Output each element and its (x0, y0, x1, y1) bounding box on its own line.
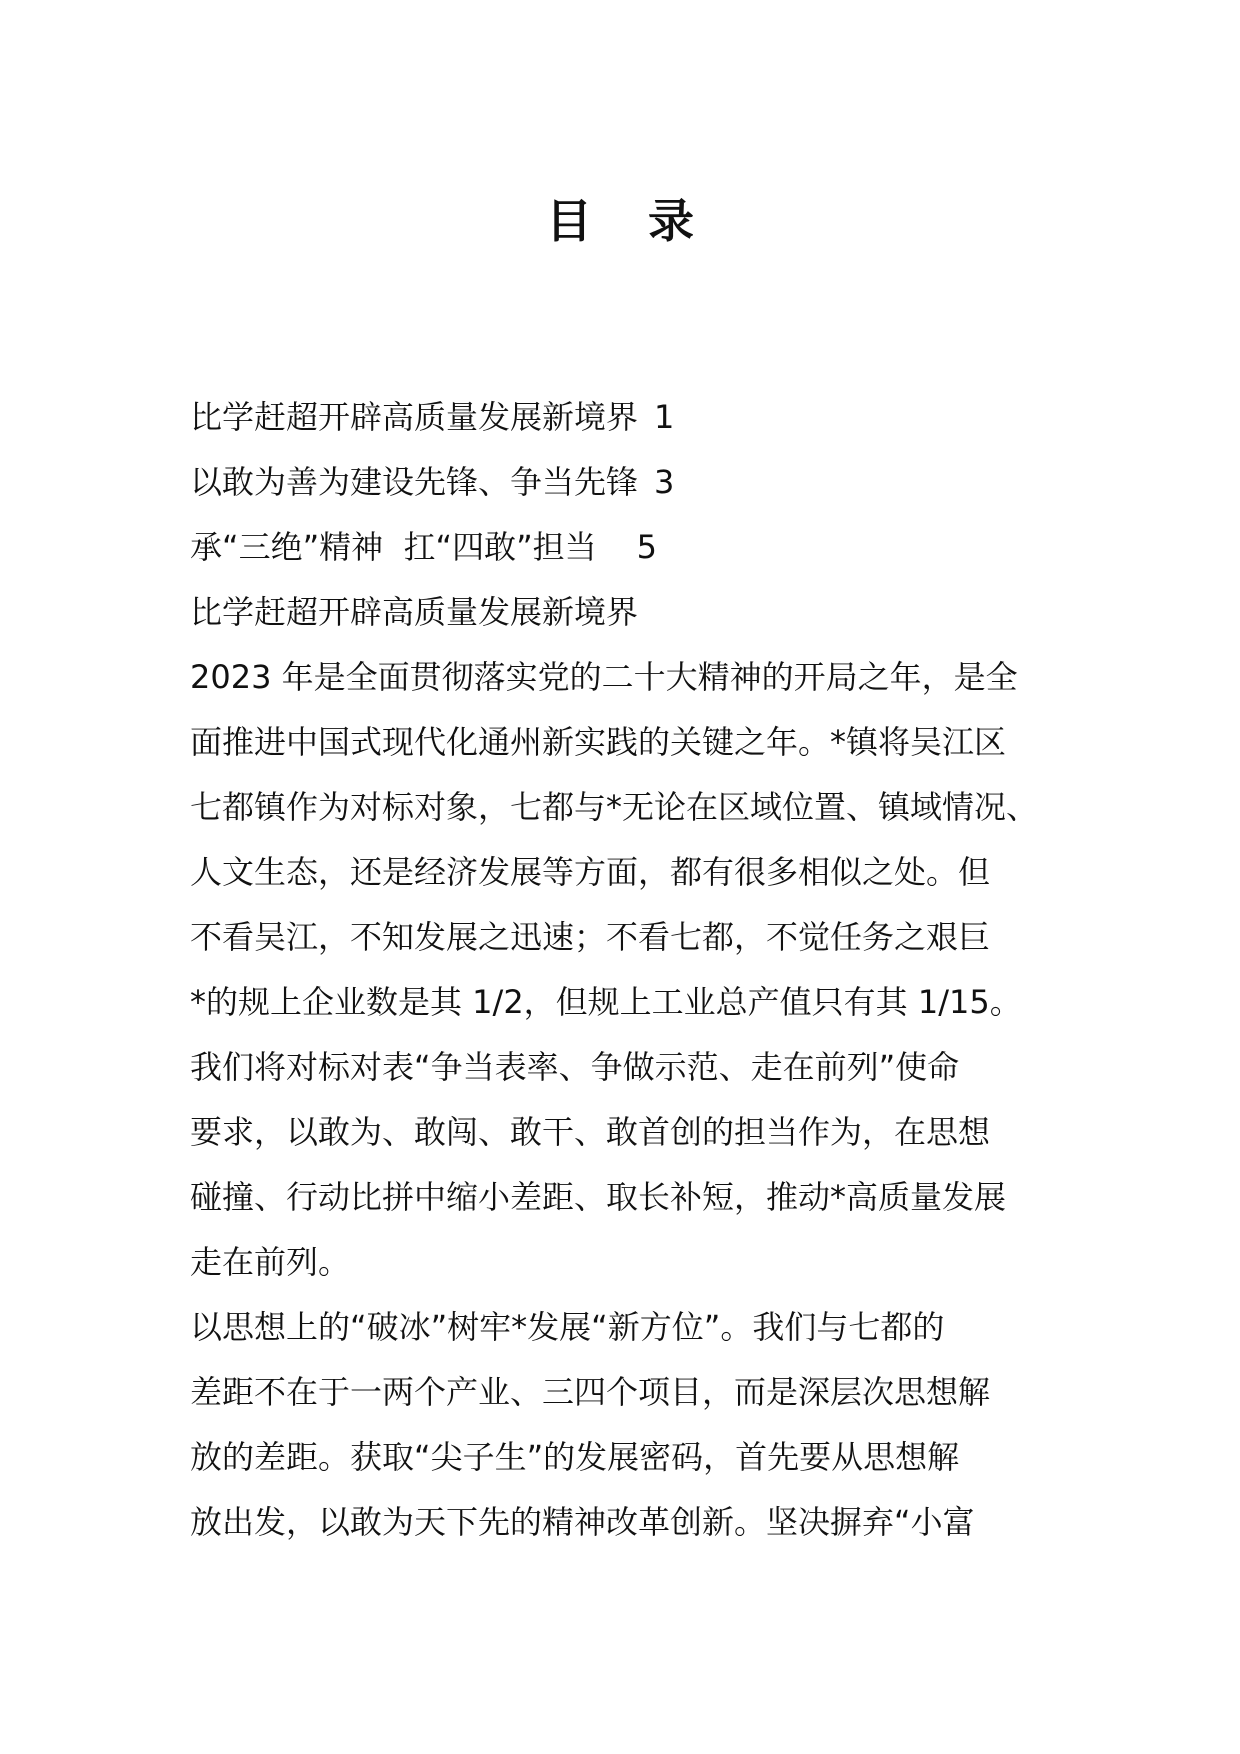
paragraph-line: *的规上企业数是其 1/2，但规上工业总产值只有其 1/15。 (190, 983, 1022, 1021)
paragraph-line: 碰撞、行动比拼中缩小差距、取长补短，推动*高质量发展 (190, 1178, 1007, 1216)
table-of-contents (190, 385, 1070, 580)
toc-entry-page: 3 (654, 463, 675, 501)
paragraph-line: 放的差距。获取“尖子生”的发展密码，首先要从思想解 (190, 1438, 960, 1476)
paragraph-line: 2023 年是全面贯彻落实党的二十大精神的开局之年，是全 (190, 658, 1018, 696)
paragraph-line: 差距不在于一两个产业、三四个项目，而是深层次思想解 (190, 1373, 991, 1411)
toc-entry-title: 比学赶超开辟高质量发展新境界 (190, 398, 639, 436)
section-heading: 比学赶超开辟高质量发展新境界 (190, 593, 639, 631)
document-body (190, 385, 1070, 1555)
toc-entry[interactable] (190, 385, 1070, 450)
toc-entry[interactable] (190, 450, 1070, 515)
toc-entry-page: 5 (636, 528, 658, 566)
page-title: 目 录 (545, 194, 714, 248)
paragraph-line: 走在前列。 (190, 1243, 351, 1281)
toc-entry-title: 承“三绝”精神 扛“四敢”担当 (190, 528, 597, 566)
paragraph-line: 放出发，以敢为天下先的精神改革创新。坚决摒弃“小富 (190, 1503, 975, 1541)
paragraph-line: 人文生态，还是经济发展等方面，都有很多相似之处。但 (190, 853, 991, 891)
paragraph (190, 645, 1070, 1295)
paragraph-line: 七都镇作为对标对象，七都与*无论在区域位置、镇域情况、 (190, 788, 1039, 826)
paragraph-line: 不看吴江，不知发展之迅速；不看七都，不觉任务之艰巨 (190, 918, 991, 956)
toc-entry[interactable] (190, 515, 1070, 580)
paragraph-line: 以思想上的“破冰”树牢*发展“新方位”。我们与七都的 (190, 1308, 945, 1346)
toc-entry-page: 1 (654, 398, 675, 436)
paragraph-line: 面推进中国式现代化通州新实践的关键之年。*镇将吴江区 (190, 723, 1007, 761)
paragraph-line: 我们将对标对表“争当表率、争做示范、走在前列”使命 (190, 1048, 960, 1086)
paragraph-line: 要求，以敢为、敢闯、敢干、敢首创的担当作为，在思想 (190, 1113, 991, 1151)
paragraph (190, 1295, 1070, 1555)
toc-entry-title: 以敢为善为建设先锋、争当先锋 (190, 463, 639, 501)
